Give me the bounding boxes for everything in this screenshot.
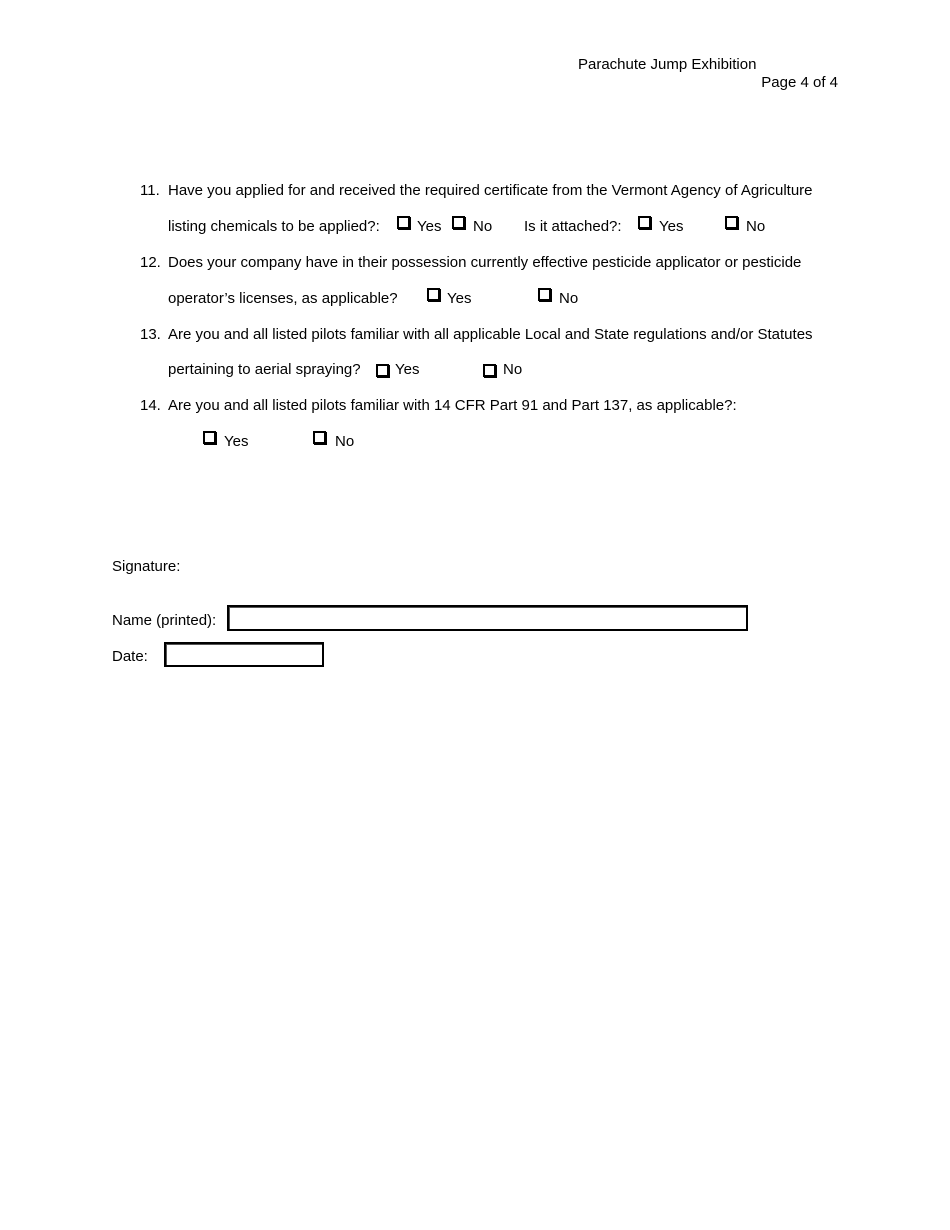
name-printed-label: Name (printed): — [112, 612, 217, 629]
question-number: 14. — [140, 397, 161, 414]
question-text-continued: pertaining to aerial spraying? — [168, 361, 361, 378]
q11-no-label: No — [473, 218, 493, 235]
q11-attached-no-checkbox[interactable] — [725, 216, 738, 229]
q11-attached-label: Is it attached?: — [524, 218, 622, 235]
q12-yes-label: Yes — [447, 290, 472, 307]
form-title: Parachute Jump Exhibition — [578, 56, 757, 73]
name-printed-input[interactable] — [229, 607, 746, 629]
question-text: Does your company have in their possession currently effective pesticide applicator or pesticide — [168, 254, 802, 271]
q11-attached-no-label: No — [746, 218, 766, 235]
q11-attached-yes-label: Yes — [659, 218, 684, 235]
q11-yes-checkbox[interactable] — [397, 216, 410, 229]
question-text-continued: operator’s licenses, as applicable? — [168, 290, 398, 307]
question-text: Are you and all listed pilots familiar with all applicable Local and State regulations and/or Statutes — [168, 326, 813, 343]
question-text-continued: listing chemicals to be applied?: — [168, 218, 380, 235]
q12-yes-checkbox[interactable] — [427, 288, 440, 301]
q14-no-checkbox[interactable] — [313, 431, 326, 444]
signature-label: Signature: — [112, 558, 181, 575]
q11-no-checkbox[interactable] — [452, 216, 465, 229]
q12-no-checkbox[interactable] — [538, 288, 551, 301]
date-label: Date: — [112, 648, 148, 665]
name-printed-field[interactable] — [227, 605, 748, 631]
date-field[interactable] — [164, 642, 324, 667]
q13-yes-label: Yes — [395, 361, 420, 378]
q12-no-label: No — [559, 290, 579, 307]
question-number: 13. — [140, 326, 161, 343]
question-number: 11. — [140, 182, 160, 199]
q14-yes-label: Yes — [224, 433, 249, 450]
q11-yes-label: Yes — [417, 218, 442, 235]
q11-attached-yes-checkbox[interactable] — [638, 216, 651, 229]
question-number: 12. — [140, 254, 161, 271]
question-text: Are you and all listed pilots familiar with 14 CFR Part 91 and Part 137, as applicable?: — [168, 397, 737, 414]
q13-yes-checkbox[interactable] — [376, 364, 389, 377]
question-text: Have you applied for and received the required certificate from the Vermont Agency of Agriculture — [168, 182, 813, 199]
q13-no-checkbox[interactable] — [483, 364, 496, 377]
q14-no-label: No — [335, 433, 355, 450]
q13-no-label: No — [503, 361, 523, 378]
date-input[interactable] — [166, 644, 322, 665]
page-number: Page 4 of 4 — [761, 74, 838, 91]
q14-yes-checkbox[interactable] — [203, 431, 216, 444]
